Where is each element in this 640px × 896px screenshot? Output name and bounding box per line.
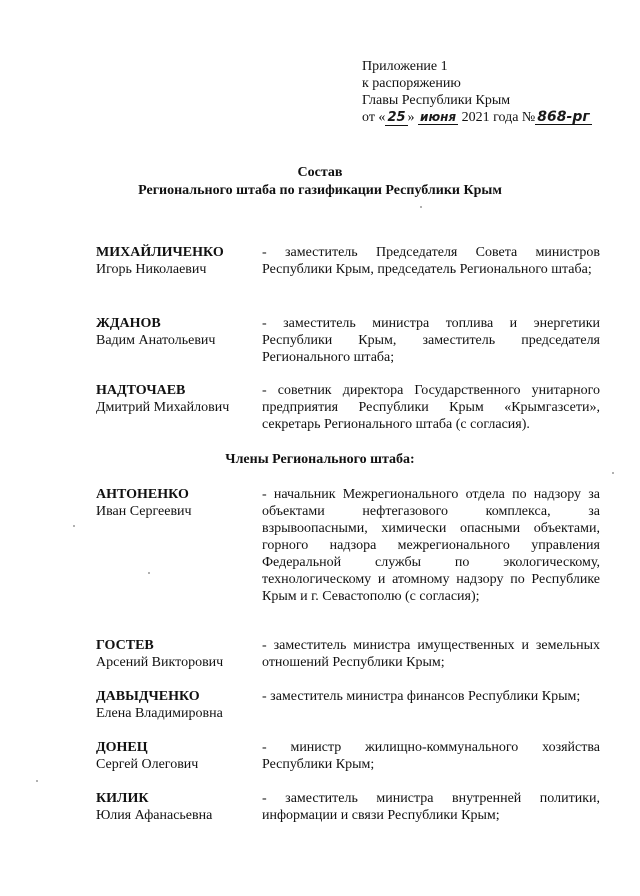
date-prefix: от « <box>362 110 386 125</box>
date-day-handwritten: 25 <box>387 110 406 125</box>
member-given-name: Дмитрий Михайлович <box>96 400 230 415</box>
scan-speck <box>36 780 38 782</box>
member-surname: НАДТОЧАЕВ <box>96 383 186 398</box>
appendix-date-line <box>362 109 632 126</box>
appendix-line-3: Главы Республики Крым <box>362 93 511 108</box>
member-role: - советник директора Государственного унитарного предприятия Республики Крым «Крымгазсети», секретарь Регионального штаба (с согласия). <box>262 383 600 432</box>
scan-speck <box>73 525 75 527</box>
date-mid: » <box>407 110 415 125</box>
scan-speck <box>148 572 150 574</box>
member-role: - заместитель Председателя Совета министров Республики Крым, председатель Регионального штаба; <box>262 245 600 277</box>
member-name <box>96 637 256 671</box>
member-given-name: Игорь Николаевич <box>96 262 207 277</box>
member-name <box>96 688 256 722</box>
member-surname: ДАВЫДЧЕНКО <box>96 689 200 704</box>
member-surname: ДОНЕЦ <box>96 740 148 755</box>
member-role: - заместитель министра внутренней политики, информации и связи Республики Крым; <box>262 791 600 823</box>
member-name <box>96 486 256 520</box>
member-given-name: Юлия Афанасьевна <box>96 808 213 823</box>
appendix-line-1: Приложение 1 <box>362 59 448 74</box>
date-year: 2021 года № <box>461 110 536 125</box>
date-month-handwritten: июня <box>420 110 457 124</box>
scan-speck <box>612 472 614 474</box>
member-role: - заместитель министра финансов Республики Крым; <box>262 689 581 704</box>
member-surname: МИХАЙЛИЧЕНКО <box>96 245 224 260</box>
member-role: - министр жилищно-коммунального хозяйства Республики Крым; <box>262 740 600 772</box>
members-heading: Члены Регионального штаба: <box>225 452 415 467</box>
member-given-name: Иван Сергеевич <box>96 504 192 519</box>
title-line-1: Состав <box>297 165 343 180</box>
member-name <box>96 244 256 278</box>
member-surname: ЖДАНОВ <box>96 316 161 331</box>
member-surname: КИЛИК <box>96 791 149 806</box>
member-given-name: Вадим Анатольевич <box>96 333 216 348</box>
member-given-name: Елена Владимировна <box>96 706 223 721</box>
title-line-2: Регионального штаба по газификации Республики Крым <box>138 183 502 198</box>
member-role: - заместитель министра имущественных и земельных отношений Республики Крым; <box>262 638 600 670</box>
doc-number-handwritten: 868-рг <box>537 109 590 125</box>
member-name <box>96 790 256 824</box>
member-role: - начальник Межрегионального отдела по надзору за объектами нефтегазового комплекса, за взрывоопасными, химически опасными объектами, горного надзора межрегионального управления Федеральной службы по экологическому, технологическому и атомному надзору по Республике Крым и г. Севастополю (с согласия); <box>262 487 600 604</box>
member-surname: ГОСТЕВ <box>96 638 154 653</box>
member-role: - заместитель министра топлива и энергетики Республики Крым, заместитель председателя Регионального штаба; <box>262 316 600 365</box>
scan-speck <box>420 206 422 208</box>
member-name <box>96 382 256 416</box>
member-given-name: Арсений Викторович <box>96 655 224 670</box>
member-surname: АНТОНЕНКО <box>96 487 189 502</box>
document-title <box>0 164 640 200</box>
member-given-name: Сергей Олегович <box>96 757 199 772</box>
member-name <box>96 315 256 349</box>
member-name <box>96 739 256 773</box>
appendix-block <box>362 58 632 126</box>
appendix-line-2: к распоряжению <box>362 76 461 91</box>
